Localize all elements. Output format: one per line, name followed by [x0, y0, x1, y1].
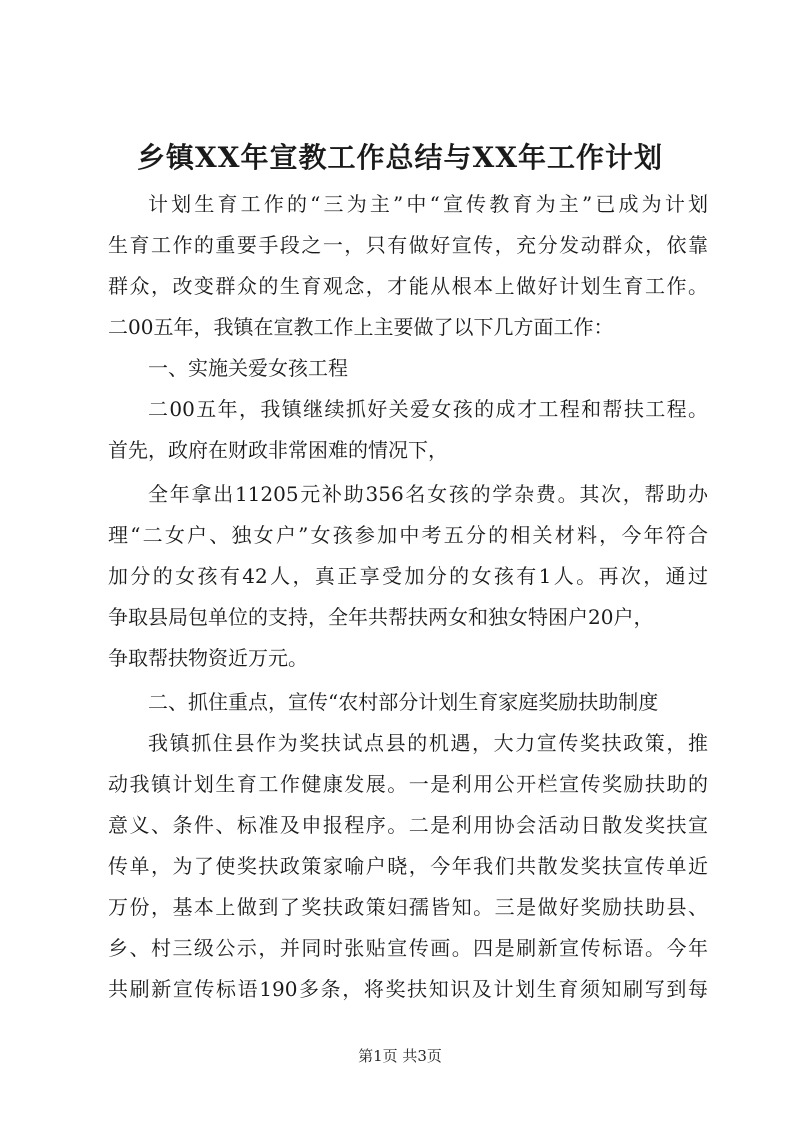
paragraph-line: 我镇抓住县作为奖扶试点县的机遇，大力宣传奖扶政策，推	[148, 731, 708, 755]
section-heading: 一、实施关爱女孩工程	[148, 356, 348, 380]
paragraph-line: 传单，为了使奖扶政策家喻户晓，今年我们共散发奖扶宣传单近	[108, 854, 708, 878]
paragraph-line: 动我镇计划生育工作健康发展。一是利用公开栏宣传奖励扶助的	[108, 772, 708, 796]
paragraph-line: 乡、村三级公示，并同时张贴宣传画。四是刷新宣传标语。今年	[108, 936, 708, 960]
document-title: 乡镇XX年宣教工作总结与XX年工作计划	[137, 141, 663, 174]
paragraph-line: 加分的女孩有42人，真正享受加分的女孩有1人。再次，通过	[108, 564, 708, 588]
paragraph-line: 争取帮扶物资近万元。	[108, 646, 308, 670]
paragraph-line: 群众，改变群众的生育观念，才能从根本上做好计划生育工作。	[108, 274, 708, 298]
paragraph-line: 计划生育工作的“三为主”中“宣传教育为主”已成为计划	[148, 192, 708, 216]
paragraph-line: 二00五年，我镇继续抓好关爱女孩的成才工程和帮扶工程。	[148, 397, 708, 421]
paragraph-line: 全年拿出11205元补助356名女孩的学杂费。其次，帮助办	[148, 482, 708, 506]
paragraph-line: 生育工作的重要手段之一，只有做好宣传，充分发动群众，依靠	[108, 233, 708, 257]
paragraph-line: 共刷新宣传标语190多条，将奖扶知识及计划生育须知刷写到每	[108, 977, 708, 1001]
paragraph-line: 争取县局包单位的支持，全年共帮扶两女和独女特困户20户，	[108, 605, 654, 629]
page-number-footer: 第1页 共3页	[358, 1047, 442, 1065]
section-heading: 二、抓住重点，宣传“农村部分计划生育家庭奖励扶助制度	[148, 690, 659, 714]
paragraph-line: 万份，基本上做到了奖扶政策妇孺皆知。三是做好奖励扶助县、	[108, 895, 708, 919]
paragraph-line: 首先，政府在财政非常困难的情况下，	[108, 438, 448, 462]
paragraph-line: 二00五年，我镇在宣教工作上主要做了以下几方面工作：	[108, 315, 614, 339]
paragraph-line: 意义、条件、标准及申报程序。二是利用协会活动日散发奖扶宣	[108, 813, 708, 837]
document-body	[108, 184, 708, 1010]
paragraph-line: 理“二女户、独女户”女孩参加中考五分的相关材料，今年符合	[108, 523, 708, 547]
